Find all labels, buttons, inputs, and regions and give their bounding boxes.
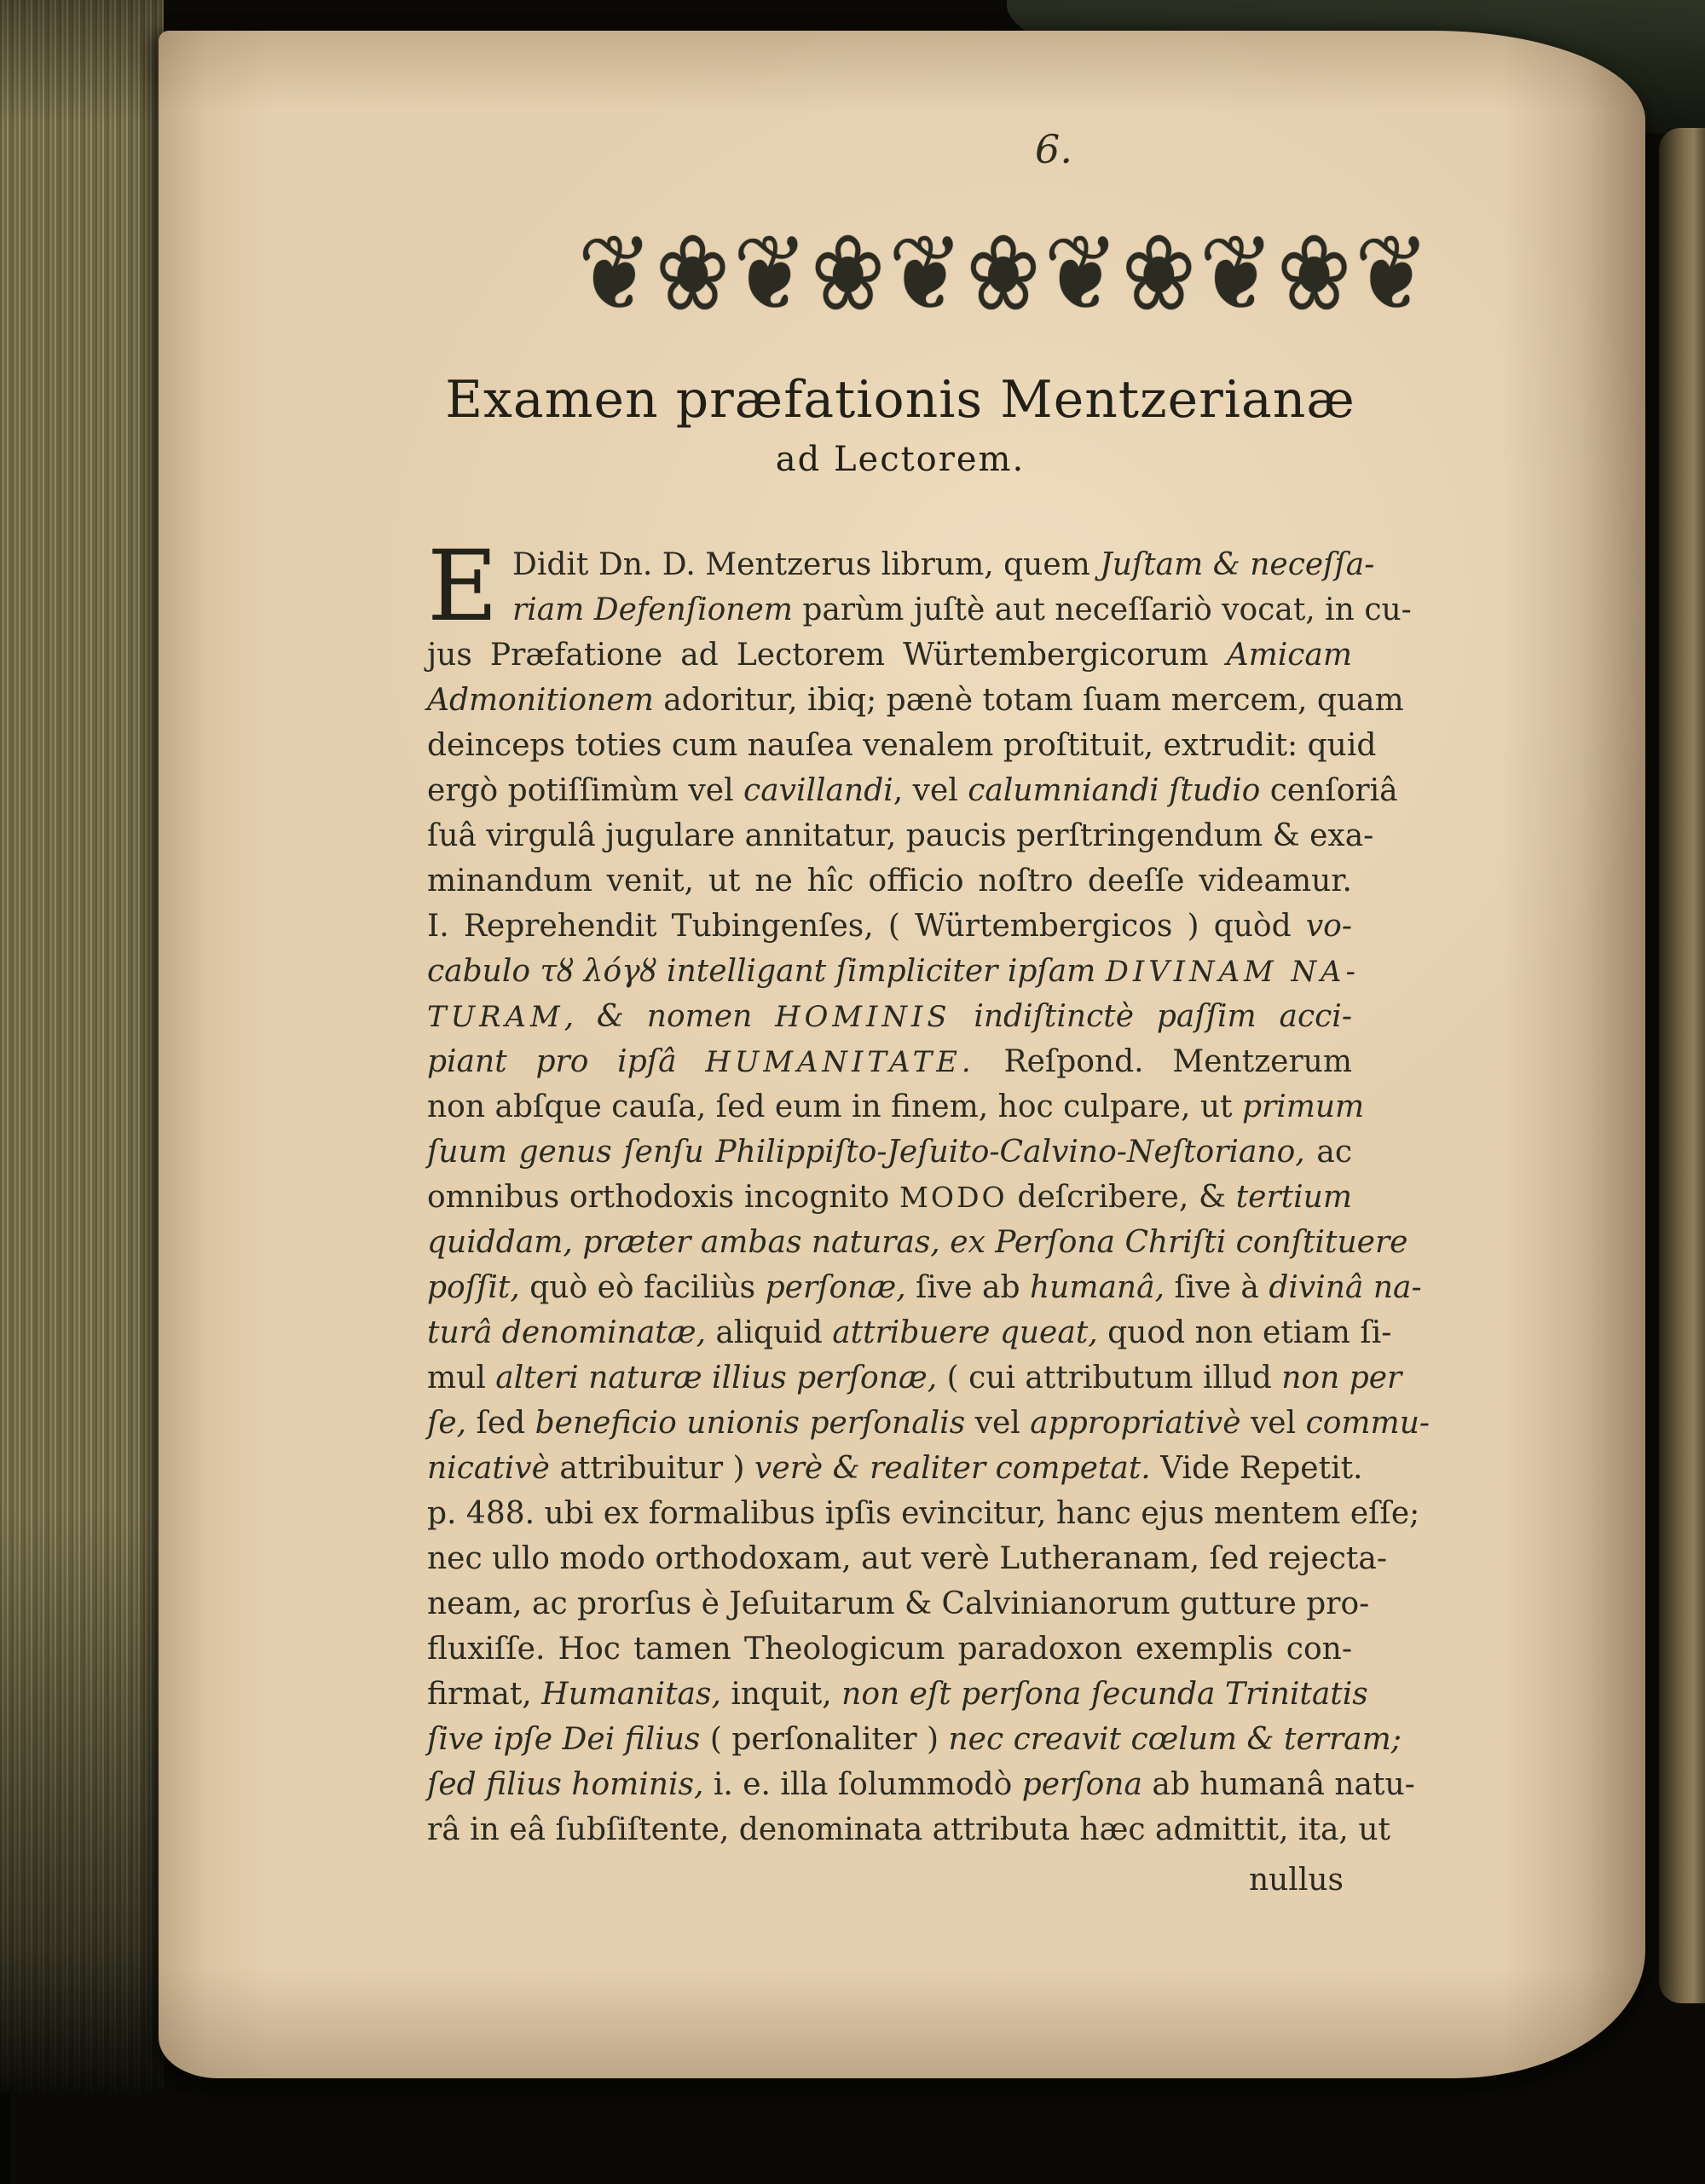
headpiece-ornament: ❦❀❦❀❦❀❦❀❦❀❦ (577, 211, 1433, 335)
title-block (406, 370, 1395, 479)
body-lines (427, 529, 1430, 1852)
text-line: Didit Dn. D. Mentzerus librum, quem Juſtam & neceſſa- (512, 547, 1375, 582)
text-line: firmat, Humanitas, inquit, non eſt perſona ſecunda Trinitatis (427, 1677, 1368, 1712)
text-line: nec ullo modo orthodoxam, aut verè Lutheranam, ſed rejecta- (427, 1541, 1388, 1576)
text-line: deinceps toties cum nauſea venalem proſtituit, extrudit: quid (427, 728, 1377, 763)
book-page (159, 31, 1645, 2078)
page-subtitle: ad Lectorem. (775, 440, 1026, 479)
text-line: ſuâ virgulâ jugulare annitatur, paucis perſtringendum & exa- (427, 818, 1374, 853)
book-fore-edge (0, 0, 164, 2093)
text-line: mul alteri naturæ illius perſonæ, ( cui attributum illud non per (427, 1361, 1402, 1395)
text-line: cabulo τȣ λόγȣ intelligant ſimpliciter ipſam DIVINAM NA- (427, 954, 1360, 989)
text-line: p. 488. ubi ex formalibus ipſis evincitur, hanc ejus mentem eſſe; (427, 1496, 1420, 1531)
page-number: 6. (1035, 126, 1072, 172)
catchword-row (427, 1858, 1352, 1903)
text-line: nicativè attribuitur ) verè & realiter competat. Vide Repetit. (427, 1451, 1363, 1486)
text-line: ſive ipſe Dei filius ( perſonaliter ) nec creavit cœlum & terram; (427, 1722, 1402, 1757)
text-line: omnibus orthodoxis incognito MODO deſcribere, & tertium (427, 1180, 1352, 1215)
text-line: I. Reprehendit Tubingenſes, ( Würtembergicos ) quòd vo- (427, 909, 1352, 944)
page-title: Examen præfationis Mentzerianæ (445, 370, 1355, 430)
text-line: poſſit, quò eò faciliùs perſonæ, ſive ab humanâ, ſive à divinâ na- (427, 1270, 1422, 1305)
text-line: ſuum genus ſenſu Philippiſto-Jeſuito-Calvino-Neſtoriano, ac (427, 1135, 1352, 1170)
text-line: neam, ac prorſus è Jeſuitarum & Calvinianorum gutture pro- (427, 1586, 1370, 1621)
body-text (427, 529, 1430, 1903)
drop-cap: E (427, 529, 499, 643)
text-line: minandum venit, ut ne hîc officio noſtro deeſſe videamur. (427, 864, 1352, 898)
text-line: ſed filius hominis, i. e. illa ſolummodò perſona ab humanâ natu- (427, 1767, 1415, 1802)
catchword: nullus (1248, 1863, 1344, 1898)
text-line: turâ denominatæ, aliquid attribuere queat, quod non etiam ſi- (427, 1315, 1392, 1350)
text-line: ſe, ſed beneficio unionis perſonalis vel appropriativè vel commu- (427, 1406, 1430, 1441)
text-line: piant pro ipſâ HUMANITATE. Reſpond. Mentzerum (427, 1044, 1353, 1079)
text-line: non abſque cauſa, ſed eum in finem, hoc culpare, ut primum (427, 1089, 1365, 1124)
text-line: Admonitionem adoritur, ibiq; pænè totam ſuam mercem, quam (427, 683, 1404, 718)
text-line: quiddam, præter ambas naturas, ex Perſona Chriſti conſtituere (427, 1225, 1408, 1260)
text-line: jus Præfatione ad Lectorem Würtembergicorum Amicam (427, 638, 1352, 673)
text-line: riam Defenſionem parùm juſtè aut neceſſariò vocat, in cu- (512, 592, 1412, 627)
text-line: râ in eâ ſubſiſtente, denominata attributa hæc admittit, ita, ut (427, 1812, 1390, 1847)
text-line: fluxiſſe. Hoc tamen Theologicum paradoxon exemplis con- (427, 1632, 1352, 1667)
adjacent-page-edge (1659, 128, 1705, 2003)
text-line: ergò potiſſimùm vel cavillandi, vel calumniandi ſtudio cenſoriâ (427, 773, 1398, 808)
text-line: TURAM, & nomen HOMINIS indiſtinctè paſſim acci- (427, 999, 1352, 1034)
